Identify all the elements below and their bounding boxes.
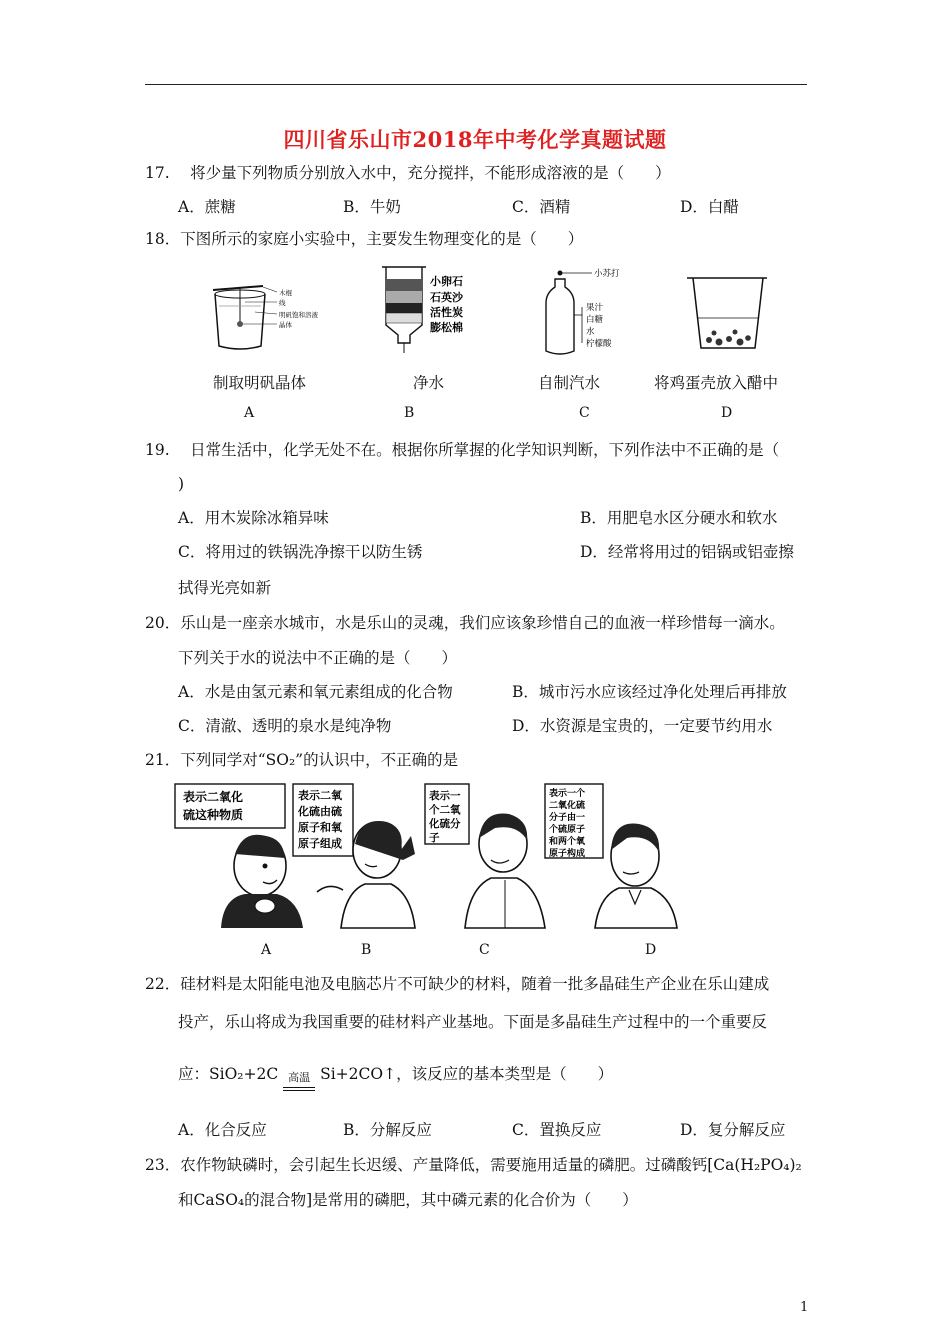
q19-stem: 19. 日常生活中，化学无处不在。根据你所掌握的化学知识判断，下列作法中不正确的是（ bbox=[145, 441, 780, 459]
q21-stem: 21．下列同学对“SO₂”的认识中，不正确的是 bbox=[145, 751, 459, 769]
bubble-b-line-2: 化硫由硫 bbox=[298, 805, 342, 818]
fig-a-label-solution: 明矾饱和溶液 bbox=[279, 311, 318, 319]
q18-letter-d: D bbox=[721, 405, 733, 421]
q18-letter-a: A bbox=[244, 405, 255, 421]
bubble-d-line-1: 表示一个 bbox=[549, 789, 586, 799]
q22-stem: 22．硅材料是太阳能电池及电脑芯片不可缺少的材料，随着一批多晶硅生产企业在乐山建成 bbox=[145, 975, 770, 993]
q23-stem-cont: 和CaSO₄的混合物]是常用的磷肥，其中磷元素的化合价为（ ） bbox=[178, 1191, 638, 1209]
q23-stem: 23．农作物缺磷时，会引起生长迟缓、产量降低，需要施用适量的磷肥。过磷酸钙[Ca(H₂PO₄)₂ bbox=[145, 1156, 802, 1174]
q22-option-c: C．置换反应 bbox=[512, 1121, 602, 1139]
fig-c-label-soda: 小苏打 bbox=[594, 269, 620, 279]
q21-letter-c: C bbox=[479, 942, 490, 958]
q20-option-c: C．清澈、透明的泉水是纯净物 bbox=[178, 717, 392, 735]
reaction-condition: 高温 bbox=[283, 1068, 315, 1088]
page-title: 四川省乐山市2018年中考化学真题试题 bbox=[283, 127, 667, 152]
fig-a-label-stick: 木棍 bbox=[279, 289, 292, 297]
fig-c-label-citric: 柠檬酸 bbox=[586, 339, 612, 349]
bubble-d-line-2: 二氧化硫 bbox=[549, 801, 586, 811]
q22-option-b: B．分解反应 bbox=[343, 1121, 432, 1139]
q18-letter-c: C bbox=[579, 405, 590, 421]
q17-option-b: B．牛奶 bbox=[343, 198, 401, 216]
bubble-c-line-3: 化硫分 bbox=[429, 818, 461, 830]
header-rule bbox=[145, 84, 807, 85]
q19-option-c: C．将用过的铁锅洗净擦干以防生锈 bbox=[178, 543, 423, 561]
q20-option-d: D．水资源是宝贵的，一定要节约用水 bbox=[512, 717, 773, 735]
q18-stem: 18．下图所示的家庭小实验中，主要发生物理变化的是（ ） bbox=[145, 230, 584, 248]
figure-students-so2 bbox=[165, 780, 815, 930]
q20-stem-cont: 下列关于水的说法中不正确的是（ ） bbox=[178, 649, 458, 667]
fig-b-label-pebble: 小卵石 bbox=[430, 275, 463, 288]
figure-eggshell-vinegar bbox=[685, 272, 770, 354]
q22-stem-cont: 投产，乐山将成为我国重要的硅材料产业基地。下面是多晶硅生产过程中的一个重要反 bbox=[178, 1013, 768, 1031]
q18-caption-b: 净水 bbox=[413, 374, 445, 392]
fig-c-label-sugar: 白糖 bbox=[586, 315, 604, 325]
page-number: 1 bbox=[800, 1300, 809, 1315]
q18-letter-b: B bbox=[404, 405, 415, 421]
figure-alum-crystal bbox=[205, 280, 330, 352]
fig-a-label-thread: 线 bbox=[279, 299, 286, 307]
q18-caption-c: 自制汽水 bbox=[538, 374, 601, 392]
figure-water-filter bbox=[378, 263, 488, 358]
q19-stem-cont: ) bbox=[178, 475, 185, 493]
q22-option-d: D．复分解反应 bbox=[680, 1121, 786, 1139]
q22-option-a: A．化合反应 bbox=[178, 1121, 267, 1139]
fig-b-label-sand: 石英沙 bbox=[430, 291, 463, 304]
bubble-c-line-2: 个二氧 bbox=[429, 804, 461, 816]
q19-option-d: D．经常将用过的铝锅或铝壶擦 bbox=[580, 543, 794, 561]
bubble-d-line-3: 分子由一 bbox=[549, 813, 586, 823]
q19-option-d-cont: 拭得光亮如新 bbox=[178, 579, 272, 597]
bubble-d-line-5: 和两个氧 bbox=[549, 837, 586, 847]
q17-option-d: D．白醋 bbox=[680, 198, 739, 216]
q20-stem: 20．乐山是一座亲水城市，水是乐山的灵魂，我们应该象珍惜自己的血液一样珍惜每一滴水。 bbox=[145, 614, 785, 632]
q18-caption-d: 将鸡蛋壳放入醋中 bbox=[654, 374, 779, 392]
bubble-d-line-6: 原子构成 bbox=[549, 849, 586, 859]
q19-option-a: A．用木炭除冰箱异味 bbox=[178, 509, 329, 527]
q20-option-b: B．城市污水应该经过净化处理后再排放 bbox=[512, 683, 787, 701]
fig-c-label-juice: 果汁 bbox=[586, 303, 604, 313]
bubble-c-line-4: 子 bbox=[429, 832, 440, 844]
bubble-b-line-4: 原子组成 bbox=[298, 837, 342, 850]
q21-letter-a: A bbox=[261, 942, 272, 958]
student-c bbox=[425, 784, 545, 928]
fig-c-label-water: 水 bbox=[586, 327, 595, 337]
q20-option-a: A．水是由氢元素和氧元素组成的化合物 bbox=[178, 683, 453, 701]
bubble-b-line-1: 表示二氧 bbox=[298, 789, 342, 802]
bubble-a-line-1: 表示二氧化 bbox=[183, 790, 244, 804]
student-a bbox=[175, 784, 303, 928]
fig-b-label-carbon: 活性炭 bbox=[430, 306, 463, 319]
q17-option-c: C．酒精 bbox=[512, 198, 571, 216]
bubble-b-line-3: 原子和氧 bbox=[298, 821, 342, 834]
q19-option-b: B．用肥皂水区分硬水和软水 bbox=[580, 509, 778, 527]
figure-soda-bottle bbox=[540, 263, 645, 361]
q17-option-a: A．蔗糖 bbox=[178, 198, 236, 216]
bubble-a-line-2: 硫这种物质 bbox=[183, 808, 244, 822]
q21-letter-d: D bbox=[645, 942, 657, 958]
q18-caption-a: 制取明矾晶体 bbox=[213, 374, 307, 392]
fig-a-label-crystal: 晶体 bbox=[279, 321, 292, 329]
reaction-suffix: Si+2CO↑，该反应的基本类型是（ ） bbox=[320, 1065, 614, 1083]
bubble-d-line-4: 个硫原子 bbox=[549, 825, 586, 835]
q21-letter-b: B bbox=[361, 942, 372, 958]
student-d bbox=[545, 784, 677, 928]
reaction-prefix: 应：SiO₂+2C bbox=[178, 1065, 279, 1083]
bubble-c-line-1: 表示一 bbox=[429, 790, 461, 802]
q22-reaction bbox=[178, 1064, 613, 1088]
q17-stem: 17. 将少量下列物质分别放入水中，充分搅拌，不能形成溶液的是（ ） bbox=[145, 164, 671, 182]
student-b bbox=[293, 784, 415, 928]
fig-b-label-cotton: 膨松棉 bbox=[430, 321, 463, 334]
